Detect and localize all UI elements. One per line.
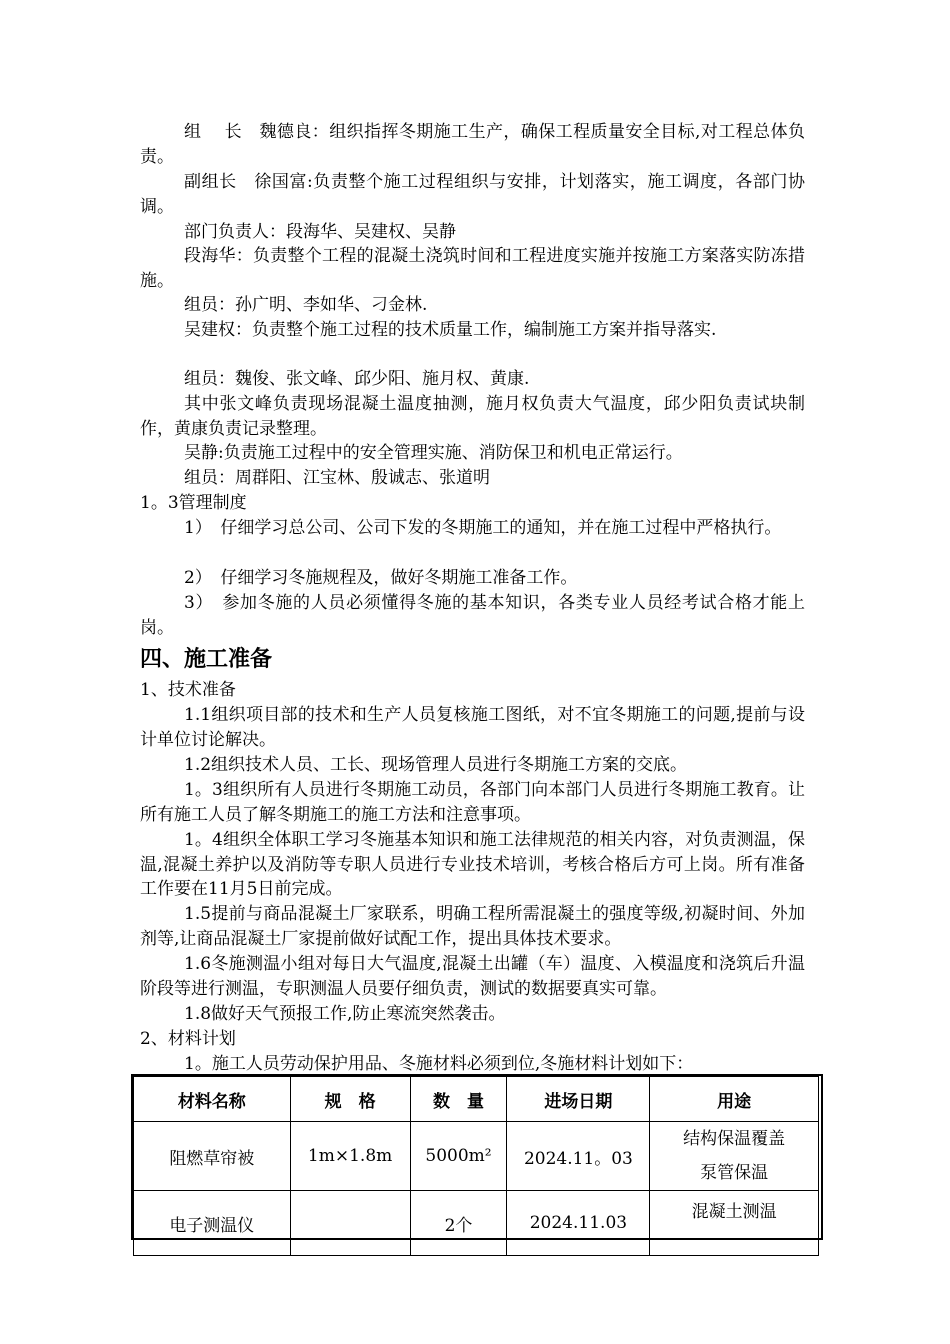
cell-usage-line-1: 结构保温覆盖	[683, 1129, 786, 1149]
cell-usage	[650, 1122, 819, 1191]
table-header-row	[134, 1077, 819, 1122]
paragraph-members-1: 组员：孙广明、李如华、刁金林.	[184, 295, 428, 315]
cell-material-name: 电子测温仪	[134, 1191, 291, 1256]
tech-item-1-5: 1.5提前与商品混凝土厂家联系，明确工程所需混凝土的强度等级,初凝时间、外加剂等,让商品混凝土厂家提前做好试配工作，提出具体技术要求。	[140, 904, 805, 949]
tech-item-1-3: 1。3组织所有人员进行冬期施工动员，各部门向本部门人员进行冬期施工教育。让所有施工人员了解冬期施工的施工方法和注意事项。	[140, 780, 805, 825]
header-spec: 规 格	[290, 1077, 410, 1122]
header-entry-date: 进场日期	[507, 1077, 650, 1122]
paragraph-members-3: 组员：周群阳、江宝林、殷诚志、张道明	[184, 468, 490, 488]
paragraph-department-heads: 部门负责人：段海华、吴建权、吴静	[184, 222, 456, 242]
header-quantity: 数 量	[410, 1077, 507, 1122]
tech-item-1-6: 1.6冬施测温小组对每日大气温度,混凝土出罐（车）温度、入模温度和浇筑后升温阶段等进行测温，专职测温人员要仔细负责，测试的数据要真实可靠。	[140, 954, 805, 999]
table-row	[134, 1122, 819, 1191]
materials-table	[133, 1076, 819, 1256]
paragraph-responsibilities: 其中张文峰负责现场混凝土温度抽测，施月权负责大气温度，邱少阳负责试块制作，黄康负责记录整理。	[140, 394, 805, 439]
rule-item-1: 1） 仔细学习总公司、公司下发的冬期施工的通知，并在施工过程中严格执行。	[184, 518, 782, 538]
paragraph-members-2: 组员：魏俊、张文峰、邱少阳、施月权、黄康.	[184, 369, 530, 389]
paragraph-wu-jing: 吴静:负责施工过程中的安全管理实施、消防保卫和机电正常运行。	[184, 443, 683, 463]
header-material-name: 材料名称	[134, 1077, 291, 1122]
cell-quantity: 5000m²	[410, 1122, 507, 1191]
section-heading-materials: 2、材料计划	[140, 1029, 236, 1049]
paragraph-deputy-leader: 副组长 徐国富:负责整个施工过程组织与安排，计划落实，施工调度，各部门协调。	[140, 172, 805, 217]
paragraph-wu-jianquan: 吴建权：负责整个施工过程的技术质量工作，编制施工方案并指导落实.	[184, 320, 717, 340]
table-row	[134, 1191, 819, 1256]
rule-item-2: 2） 仔细学习冬施规程及，做好冬期施工准备工作。	[184, 568, 578, 588]
cell-material-name: 阻燃草帘被	[134, 1122, 291, 1191]
tech-item-1-1: 1.1组织项目部的技术和生产人员复核施工图纸，对不宜冬期施工的问题,提前与设计单位讨论解决。	[140, 705, 805, 750]
cell-quantity: 2个	[410, 1191, 507, 1256]
cell-spec: 1m×1.8m	[290, 1122, 410, 1191]
cell-entry-date: 2024.11。03	[507, 1122, 650, 1191]
section-heading-management: 1。3管理制度	[140, 493, 247, 513]
section-heading-tech: 1、技术准备	[140, 680, 236, 700]
cell-usage: 混凝土测温	[650, 1191, 819, 1256]
cell-spec	[290, 1191, 410, 1256]
tech-item-1-4: 1。4组织全体职工学习冬施基本知识和施工法律规范的相关内容，对负责测温，保温,混凝土养护以及消防等专职人员进行专业技术培训，考核合格后方可上岗。所有准备工作要在11月5日前完成。	[140, 830, 805, 899]
paragraph-team-leader: 组 长 魏德良：组织指挥冬期施工生产，确保工程质量安全目标,对工程总体负责。	[140, 122, 805, 167]
paragraph-duan-haihua: 段海华：负责整个工程的混凝土浇筑时间和工程进度实施并按施工方案落实防冻措施。	[140, 246, 805, 291]
materials-intro: 1。施工人员劳动保护用品、冬施材料必须到位,冬施材料计划如下：	[184, 1054, 694, 1074]
rule-item-3: 3） 参加冬施的人员必须懂得冬施的基本知识，各类专业人员经考试合格才能上岗。	[140, 593, 805, 638]
tech-item-1-2: 1.2组织技术人员、工长、现场管理人员进行冬期施工方案的交底。	[184, 755, 688, 775]
chapter-heading: 四、施工准备	[140, 647, 273, 672]
cell-usage-line-2: 泵管保温	[700, 1163, 769, 1183]
cell-entry-date: 2024.11.03	[507, 1191, 650, 1256]
tech-item-1-8: 1.8做好天气预报工作,防止寒流突然袭击。	[184, 1004, 506, 1024]
header-usage: 用途	[650, 1077, 819, 1122]
